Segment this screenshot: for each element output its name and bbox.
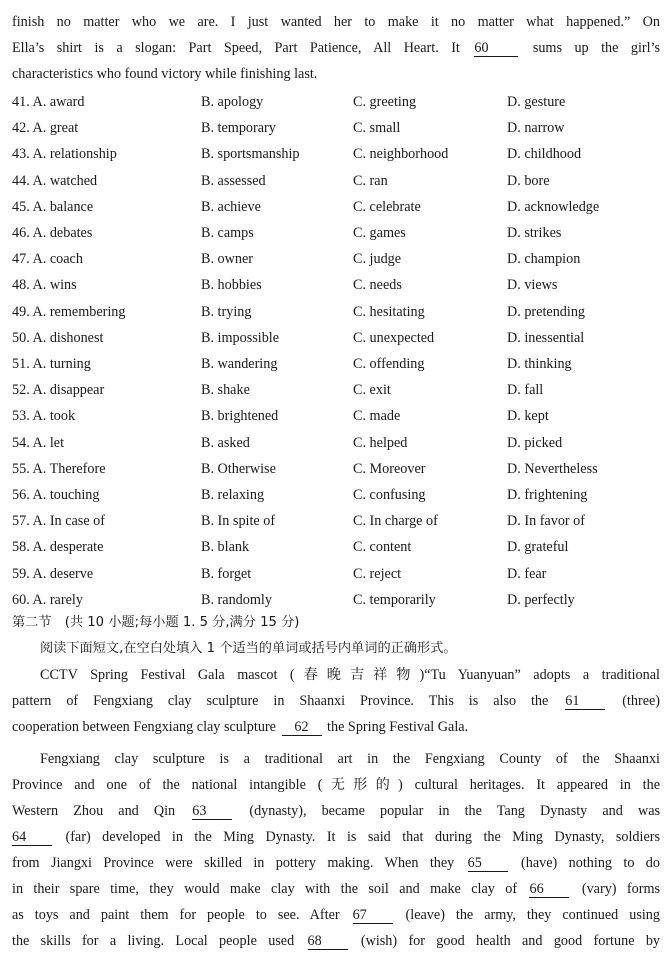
option-c[interactable]: C. Moreover — [353, 460, 426, 477]
option-c[interactable]: C. reject — [353, 565, 402, 582]
question-row — [12, 275, 672, 295]
question-row — [12, 197, 672, 217]
option-b[interactable]: B. hobbies — [201, 277, 262, 294]
passage-text: (far) developed in the Ming Dynasty. It is said that during the Ming Dynasty, soldiers — [65, 829, 661, 845]
option-c[interactable]: C. celebrate — [353, 198, 421, 215]
section-heading: 第二节 (共 10 小题;每小题 1. 5 分,满分 15 分) — [12, 615, 300, 630]
passage-text: (dynasty), became popular in the Tang Dynasty and was — [249, 803, 661, 819]
option-d[interactable]: D. fear — [507, 565, 547, 582]
question-row — [12, 433, 672, 453]
question-row — [12, 485, 672, 505]
passage-text: pattern of Fengxiang clay sculpture in Shaanxi Province. This is also the — [12, 693, 549, 709]
option-a[interactable]: 47. A. coach — [12, 251, 83, 268]
passage-text: as toys and paint them for people to see. After — [12, 907, 340, 923]
answer-blank-68[interactable]: 68 — [308, 933, 348, 950]
question-row — [12, 354, 672, 374]
option-b[interactable]: B. owner — [201, 251, 254, 268]
option-b[interactable]: B. trying — [201, 303, 252, 320]
passage-line — [12, 717, 660, 737]
option-c[interactable]: C. greeting — [353, 94, 417, 110]
option-d[interactable]: D. gesture — [507, 94, 566, 110]
question-row — [12, 511, 672, 531]
question-row — [12, 459, 672, 479]
option-c[interactable]: C. judge — [353, 251, 402, 268]
section-instruction: 阅读下面短文,在空白处填入 1 个适当的单词或括号内单词的正确形式。 — [40, 641, 457, 656]
passage-line — [40, 749, 660, 769]
passage-line — [12, 691, 660, 711]
option-d[interactable]: D. narrow — [507, 120, 565, 137]
passage-line — [12, 12, 660, 32]
passage-text: (three) — [622, 693, 661, 709]
option-c[interactable]: C. neighborhood — [353, 146, 449, 163]
option-b[interactable]: B. asked — [201, 434, 250, 451]
option-d[interactable]: D. pretending — [507, 303, 586, 320]
option-c[interactable]: C. helped — [353, 434, 408, 451]
option-d[interactable]: D. inessential — [507, 329, 585, 346]
passage-text: the skills for a living. Local people used — [12, 933, 295, 949]
passage-text: sums up the girl’s — [532, 40, 661, 56]
passage-text: cooperation between Fengxiang clay sculpture — [12, 719, 276, 735]
option-b[interactable]: B. Otherwise — [201, 460, 276, 477]
passage-text: the Spring Festival Gala. — [327, 719, 469, 735]
option-c[interactable]: C. games — [353, 225, 406, 241]
question-row — [12, 302, 672, 322]
option-c[interactable]: C. content — [353, 539, 412, 556]
option-b[interactable]: B. brightened — [201, 408, 279, 425]
answer-blank-66[interactable]: 66 — [529, 881, 569, 898]
passage-text: Ella’s shirt is a slogan: Part Speed, Part Patience, All Heart. It — [12, 40, 460, 56]
question-row — [12, 223, 672, 243]
option-a[interactable]: 49. A. remembering — [12, 303, 126, 320]
option-b[interactable]: B. impossible — [201, 329, 280, 346]
question-row — [12, 171, 672, 191]
option-b[interactable]: B. shake — [201, 382, 250, 399]
passage-text: (leave) the army, they continued using — [405, 907, 660, 923]
passage-text: (vary) forms — [581, 881, 661, 897]
question-row — [12, 144, 672, 164]
option-a[interactable]: 44. A. watched — [12, 172, 98, 189]
option-a[interactable]: 59. A. deserve — [12, 565, 94, 582]
answer-blank-64[interactable]: 64 — [12, 829, 52, 846]
answer-blank-65[interactable]: 65 — [468, 855, 508, 872]
question-row — [12, 590, 672, 610]
option-a[interactable]: 50. A. dishonest — [12, 329, 104, 346]
passage-line — [12, 801, 660, 821]
passage-line — [40, 665, 660, 685]
passage-text: Province and one of the national intangible (无形的) cultural heritages. It appeared in the — [12, 777, 660, 793]
option-c[interactable]: C. ran — [353, 172, 388, 189]
option-c[interactable]: C. temporarily — [353, 591, 436, 608]
passage-text: in their spare time, they would make clay with the soil and make clay of — [12, 881, 518, 897]
passage-text: Fengxiang clay sculpture is a traditional art in the Fengxiang County of the Shaanxi — [40, 751, 660, 767]
option-b[interactable]: B. temporary — [201, 120, 276, 137]
passage-line — [12, 905, 660, 925]
question-row — [12, 537, 672, 557]
option-a[interactable]: 45. A. balance — [12, 198, 94, 215]
passage-line — [12, 38, 660, 58]
option-d[interactable]: D. acknowledge — [507, 198, 600, 215]
option-b[interactable]: B. randomly — [201, 591, 272, 608]
option-b[interactable]: B. apology — [201, 94, 264, 110]
passage-text: finish no matter who we are. I just wanted her to make it no matter what happened.” On — [12, 14, 660, 30]
option-d[interactable]: D. Nevertheless — [507, 460, 598, 477]
option-a[interactable]: 56. A. touching — [12, 487, 100, 503]
option-b[interactable]: B. sportsmanship — [201, 146, 300, 163]
option-c[interactable]: C. hesitating — [353, 303, 425, 320]
option-c[interactable]: C. small — [353, 120, 401, 137]
question-row — [12, 92, 672, 112]
option-a[interactable]: 51. A. turning — [12, 356, 91, 372]
option-d[interactable]: D. bore — [507, 172, 550, 189]
passage-text: from Jiangxi Province were skilled in pottery making. When they — [12, 855, 455, 871]
answer-blank-63[interactable]: 63 — [192, 803, 232, 820]
passage-text: characteristics who found victory while finishing last. — [12, 66, 318, 82]
option-b[interactable]: B. camps — [201, 225, 254, 241]
option-a[interactable]: 41. A. award — [12, 94, 85, 110]
question-row — [12, 118, 672, 138]
option-a[interactable]: 46. A. debates — [12, 225, 93, 241]
question-row — [12, 380, 672, 400]
option-d[interactable]: D. In favor of — [507, 513, 586, 530]
option-b[interactable]: B. achieve — [201, 198, 261, 215]
passage-text: (wish) for good health and good fortune by — [360, 933, 661, 949]
option-d[interactable]: D. perfectly — [507, 591, 575, 608]
answer-blank-61[interactable]: 61 — [565, 693, 605, 710]
option-d[interactable]: D. fall — [507, 382, 544, 399]
option-d[interactable]: D. picked — [507, 434, 563, 451]
option-c[interactable]: C. In charge of — [353, 513, 438, 530]
option-d[interactable]: D. grateful — [507, 539, 569, 556]
passage-line — [12, 827, 660, 847]
answer-blank-62[interactable]: 62 — [282, 719, 322, 736]
option-c[interactable]: C. made — [353, 408, 401, 425]
option-c[interactable]: C. confusing — [353, 487, 426, 503]
question-row — [12, 564, 672, 584]
option-b[interactable]: B. forget — [201, 565, 252, 582]
answer-blank-60[interactable]: 60 — [474, 40, 518, 57]
option-d[interactable]: D. frightening — [507, 487, 588, 503]
option-a[interactable]: 53. A. took — [12, 408, 76, 425]
option-b[interactable]: B. assessed — [201, 172, 266, 189]
option-d[interactable]: D. kept — [507, 408, 549, 425]
option-d[interactable]: D. thinking — [507, 356, 572, 372]
option-d[interactable]: D. views — [507, 277, 558, 294]
option-a[interactable]: 60. A. rarely — [12, 591, 83, 608]
passage-line — [12, 879, 660, 899]
option-a[interactable]: 58. A. desperate — [12, 539, 104, 556]
option-d[interactable]: D. childhood — [507, 146, 582, 163]
option-a[interactable]: 57. A. In case of — [12, 513, 105, 530]
option-c[interactable]: C. exit — [353, 382, 391, 399]
option-a[interactable]: 43. A. relationship — [12, 146, 117, 163]
option-c[interactable]: C. unexpected — [353, 329, 435, 346]
question-row — [12, 249, 672, 269]
passage-text: Western Zhou and Qin — [12, 803, 176, 819]
option-c[interactable]: C. offending — [353, 356, 425, 372]
option-a[interactable]: 55. A. Therefore — [12, 460, 106, 477]
passage-text: CCTV Spring Festival Gala mascot (春晚吉祥物)“Tu Yuanyuan” adopts a traditional — [40, 667, 660, 683]
passage-line — [12, 853, 660, 873]
option-b[interactable]: B. In spite of — [201, 513, 276, 530]
option-a[interactable]: 42. A. great — [12, 120, 79, 137]
option-b[interactable]: B. wandering — [201, 356, 278, 372]
passage-text: (have) nothing to do — [521, 855, 660, 871]
question-row — [12, 406, 672, 426]
passage-line — [12, 775, 660, 795]
option-b[interactable]: B. relaxing — [201, 487, 265, 503]
option-d[interactable]: D. strikes — [507, 225, 562, 241]
passage-line — [12, 931, 660, 951]
option-a[interactable]: 48. A. wins — [12, 277, 77, 294]
option-d[interactable]: D. champion — [507, 251, 581, 268]
option-a[interactable]: 54. A. let — [12, 434, 65, 451]
option-c[interactable]: C. needs — [353, 277, 402, 294]
question-row — [12, 328, 672, 348]
option-b[interactable]: B. blank — [201, 539, 250, 556]
option-a[interactable]: 52. A. disappear — [12, 382, 105, 399]
passage-line — [12, 64, 660, 84]
answer-blank-67[interactable]: 67 — [353, 907, 393, 924]
